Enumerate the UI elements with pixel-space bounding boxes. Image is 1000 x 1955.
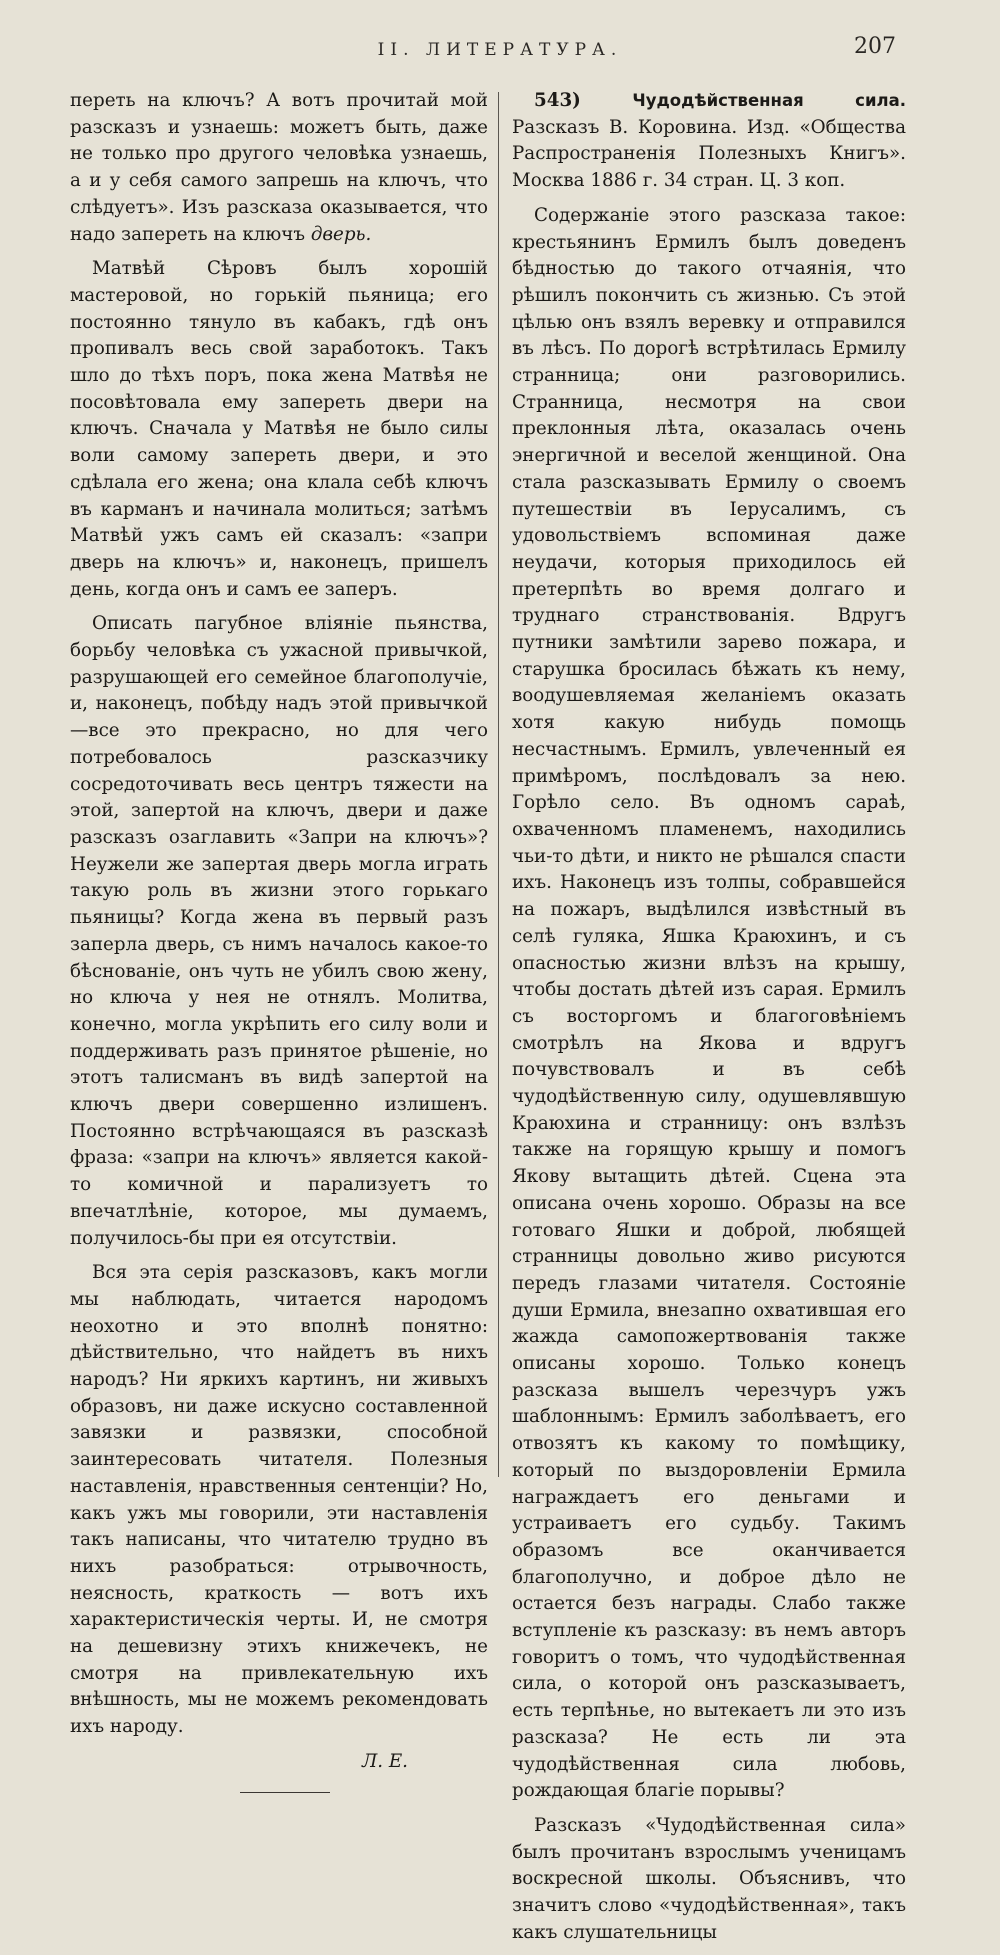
right-paragraph-1: Содержаніе этого разсказа такое: крестьянинъ Ермилъ былъ доведенъ бѣдностью до такого отчаянія, что рѣшилъ покончить съ жизнью. Съ этой цѣлью онъ взялъ веревку и отправился въ лѣсъ. По дорогѣ встрѣтилась Ермилу странница; они разговорились. Странница, несмотря на свои преклонныя лѣта, оказалась очень энергичной и веселой женщиной. Она стала разсказывать Ермилу о своемъ путешествіи въ Іерусалимъ, съ удовольствіемъ вспоминая даже неудачи, которыя приходилось ей претерпѣть во время долгаго и труднаго странствованія. Вдругъ путники замѣтили зарево пожара, и старушка бросилась бѣжать къ нему, воодушевляемая желаніемъ оказать хотя какую нибудь помощь несчастнымъ. Ермилъ, увлеченный ея примѣромъ, послѣдовалъ за нею. Горѣло село. Въ одномъ сараѣ, охваченномъ пламенемъ, находились чьи-то дѣти, и никто не рѣшался спасти ихъ. Наконецъ изъ толпы, собравшейся на пожаръ, выдѣлился извѣстный въ селѣ гуляка, Яшка Краюхинъ, и съ опасностью жизни влѣзъ на крышу, чтобы достать дѣтей изъ сарая. Ермилъ съ восторгомъ и благоговѣніемъ смотрѣлъ на Якова и вдругъ почувствовалъ и въ себѣ чудодѣйственную силу, одушевлявшую Краюхина и странницу: онъ взлѣзъ также на горящую крышу и помогъ Якову вытащить дѣтей. Сцена эта описана очень хорошо. Образы на все готоваго Яшки и доброй, любящей странницы довольно живо рисуются передъ глазами читателя. Состояніе души Ермила, внезапно охватившая его жажда самопожертвованія также описаны хорошо. Только конецъ разсказа вышелъ черезчуръ ужъ шаблоннымъ: Ермилъ заболѣваетъ, его отвозятъ къ какому то помѣщику, который по выздоровленіи Ермила награждаетъ его деньгами и устраиваетъ его судьбу. Такимъ образомъ все оканчивается благополучно, и доброе дѣло не остается безъ награды. Слабо также вступленіе къ разсказу: въ немъ авторъ говоритъ о томъ, что чудодѣйственная сила, о которой онъ разсказываетъ, есть терпѣнье, но вытекаетъ ли это изъ разсказа? Не есть ли эта чудодѣйственная сила любовь, рождающая благіе порывы?: [512, 204, 906, 1802]
right-column: [512, 88, 906, 1955]
emphasis-word: дверь.: [310, 223, 372, 245]
entry-bibliography: Разсказъ В. Коровина. Изд. «Общества Распространенія Полезныхъ Книгъ». Москва 1886 г. 34 стран. Ц. 3 коп.: [512, 116, 906, 192]
left-paragraph-4: Вся эта серія разсказовъ, какъ могли мы наблюдать, читается народомъ неохотно и это вполнѣ понятно: дѣйствительно, что найдетъ въ нихъ народъ? Ни яркихъ картинъ, ни живыхъ образовъ, ни даже искусно составленной завязки и развязки, способной заинтересовать читателя. Полезныя наставленія, нравственныя сентенціи? Но, какъ ужъ мы говорили, эти наставленія такъ написаны, что читателю трудно въ нихъ разобраться: отрывочность, неясность, краткость — вотъ ихъ характеристическія черты. И, не смотря на дешевизну этихъ книжечекъ, не смотря на привлекательную ихъ внѣшность, мы не можемъ рекомендовать ихъ народу.: [70, 1262, 488, 1738]
right-paragraph-2: Разсказъ «Чудодѣйственная сила» былъ прочитанъ взрослымъ ученицамъ воскресной школы. Объяснивъ, что значитъ слово «чудодѣйственная», такъ какъ слушательницы: [512, 1815, 906, 1943]
author-signature: Л. Е.: [361, 1750, 408, 1772]
left-paragraph-3: Описать пагубное вліяніе пьянства, борьбу человѣка съ ужасной привычкой, разрушающей его семейное благополучіе, и, наконецъ, побѣду надъ этой привычкой—все это прекрасно, но для чего потребовалось разсказчику сосредоточивать весь центръ тяжести на этой, запертой на ключъ, двери и даже разсказъ озаглавить «Запри на ключъ»? Неужели же запертая дверь могла играть такую роль въ жизни этого горькаго пьяницы? Когда жена въ первый разъ заперла дверь, съ нимъ началось какое-то бѣснованіе, онъ чуть не убилъ свою жену, но ключа у нея не отнялъ. Молитва, конечно, могла укрѣпить его силу воли и поддерживать разъ принятое рѣшеніе, но этотъ талисманъ въ видѣ запертой на ключъ двери совершенно излишенъ. Постоянно встрѣчающаяся въ разсказѣ фраза: «запри на ключъ» является какой-то комичной и парализуетъ то впечатлѣніе, которое, мы думаемъ, получилось-бы при ея отсутствіи.: [70, 613, 488, 1249]
entry-number: 543): [534, 90, 581, 111]
column-divider: [498, 92, 499, 1477]
review-entry-heading: [512, 88, 906, 195]
left-paragraph-1-text: переть на ключъ? А вотъ прочитай мой разсказъ и узнаешь: можетъ быть, даже не только про другого человѣка узнаешь, а и у себя самого запрешь на ключъ, что слѣдуетъ». Изъ разсказа оказывается, что надо запереть на ключъ: [70, 90, 488, 245]
entry-title: Чудодѣйственная сила.: [632, 91, 907, 110]
page-number: 207: [854, 34, 896, 59]
section-end-rule: [240, 1792, 330, 1793]
left-column: [70, 88, 488, 1793]
left-paragraph-2: Матвѣй Сѣровъ былъ хорошій мастеровой, но горькій пьяница; его постоянно тянуло въ кабакъ, гдѣ онъ пропивалъ весь свой заработокъ. Такъ шло до тѣхъ поръ, пока жена Матвѣя не посовѣтовала ему запереть двери на ключъ. Сначала у Матвѣя не было силы воли самому запереть двери, и это сдѣлала его жена; она клала себѣ ключъ въ карманъ и начинала молиться; затѣмъ Матвѣй ужъ самъ ей сказалъ: «запри дверь на ключъ» и, наконецъ, пришелъ день, когда онъ и самъ ее заперъ.: [70, 258, 488, 600]
running-header: II. ЛИТЕРАТУРА.: [377, 40, 623, 60]
left-paragraph-1: [70, 88, 488, 248]
